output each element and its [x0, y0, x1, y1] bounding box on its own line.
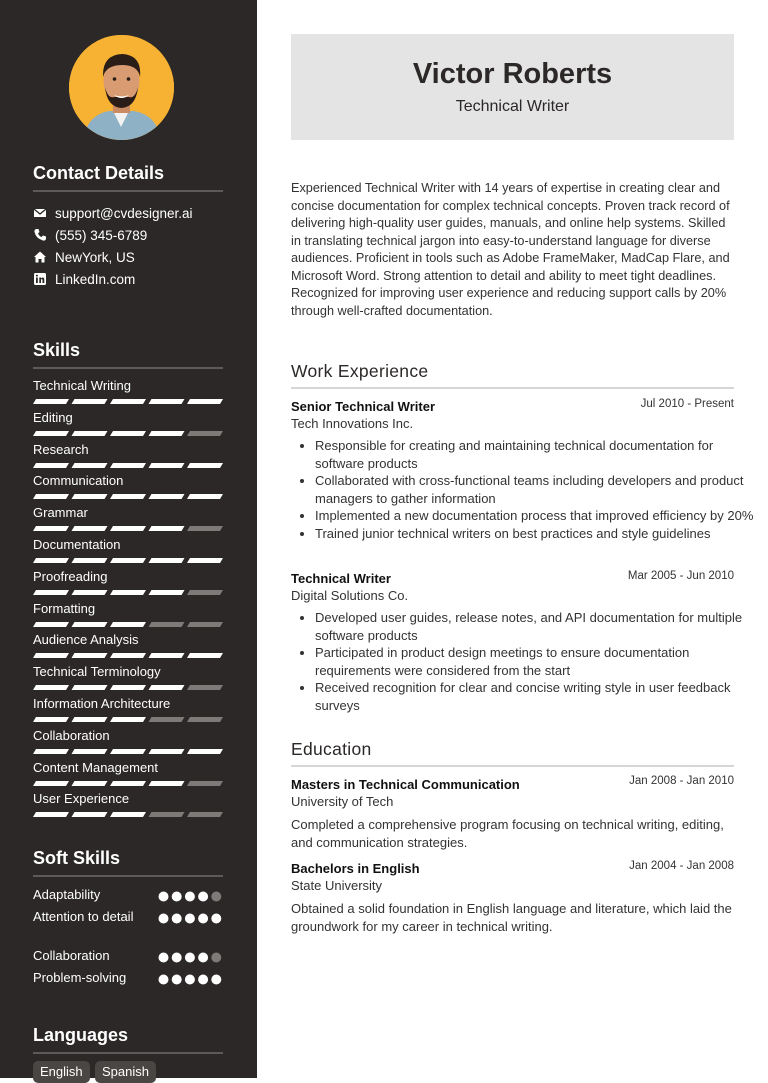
- soft-skill-rating: [158, 972, 224, 983]
- skill-bar-segment: [187, 590, 223, 595]
- skill-bar-segment: [187, 399, 223, 404]
- skill-bar-segment: [33, 685, 69, 690]
- work-experience-heading: Work Experience: [291, 361, 734, 389]
- soft-skill-label: Attention to detail: [33, 909, 134, 924]
- skill-level-bar: [33, 749, 223, 754]
- skill-label: Information Architecture: [33, 696, 171, 711]
- job-bullets: [291, 609, 758, 714]
- job-company: Digital Solutions Co.: [291, 588, 409, 603]
- skill-bar-segment: [149, 622, 185, 627]
- rating-dot: [185, 892, 195, 902]
- degree-title: Masters in Technical Communication: [291, 777, 520, 792]
- job-bullet: • Received recognition for clear and concise writing style in user feedback surveys: [315, 679, 758, 714]
- education-heading: Education: [291, 739, 734, 767]
- profile-photo: [69, 35, 174, 140]
- skill-bar-segment: [72, 685, 108, 690]
- contact-heading: Contact Details: [33, 163, 223, 192]
- skill-bar-segment: [110, 812, 146, 817]
- skill-bar-segment: [33, 781, 69, 786]
- rating-dot: [211, 953, 221, 963]
- rating-dot: [198, 953, 208, 963]
- soft-skill-label: Collaboration: [33, 948, 110, 963]
- skill-bar-segment: [72, 399, 108, 404]
- skill-bar-segment: [187, 749, 223, 754]
- rating-dot: [172, 914, 182, 924]
- skill-bar-segment: [149, 558, 185, 563]
- skill-level-bar: [33, 399, 223, 404]
- job-role: Technical Writer: [291, 571, 391, 586]
- contact-location: [33, 248, 135, 266]
- skill-bar-segment: [149, 781, 185, 786]
- skill-level-bar: [33, 431, 223, 436]
- skill-bar-segment: [72, 622, 108, 627]
- job-bullet: • Responsible for creating and maintaining technical documentation for software products: [315, 437, 758, 472]
- job-dates: Jul 2010 - Present: [640, 398, 734, 410]
- skill-bar-segment: [149, 717, 185, 722]
- skill-level-bar: [33, 781, 223, 786]
- skill-bar-segment: [72, 781, 108, 786]
- candidate-name: Victor Roberts: [412, 58, 613, 90]
- job-bullet: • Developed user guides, release notes, and API documentation for multiple software products: [315, 609, 758, 644]
- skill-label: Documentation: [33, 537, 121, 552]
- skill-label: Grammar: [33, 505, 88, 521]
- contact-phone-text: (555) 345-6789: [55, 227, 148, 243]
- skill-level-bar: [33, 812, 223, 817]
- skill-bar-segment: [187, 558, 223, 563]
- contact-location-text: NewYork, US: [55, 249, 135, 265]
- skill-bar-segment: [149, 685, 185, 690]
- skill-bar-segment: [187, 526, 223, 531]
- soft-skill-label: Adaptability: [33, 887, 101, 902]
- job-bullet: • Collaborated with cross-functional teams including developers and product managers to gather information: [315, 472, 758, 507]
- skill-label: Proofreading: [33, 568, 108, 584]
- degree-title: Bachelors in English: [291, 861, 420, 876]
- skill-bar-segment: [149, 749, 185, 754]
- rating-dot: [172, 975, 182, 985]
- sidebar: [0, 0, 257, 1078]
- phone-icon: [33, 228, 47, 242]
- skill-bar-segment: [33, 494, 69, 499]
- job-role: Senior Technical Writer: [291, 399, 436, 414]
- skill-label: Technical Terminology: [33, 664, 161, 680]
- skill-bar-segment: [110, 463, 146, 468]
- rating-dot: [198, 892, 208, 902]
- skill-bar-segment: [110, 781, 146, 786]
- candidate-title: Technical Writer: [455, 98, 570, 115]
- rating-dot: [185, 975, 195, 985]
- job-company: Tech Innovations Inc.: [291, 416, 414, 431]
- skill-bar-segment: [187, 463, 223, 468]
- skills-heading: Skills: [33, 340, 223, 369]
- rating-dot: [185, 953, 195, 963]
- job-bullet: • Trained junior technical writers on best practices and style guidelines: [315, 525, 758, 543]
- skill-label: Collaboration: [33, 727, 110, 743]
- languages-heading: Languages: [33, 1025, 223, 1054]
- skill-level-bar: [33, 590, 223, 595]
- skill-bar-segment: [72, 749, 108, 754]
- skill-level-bar: [33, 463, 223, 468]
- skill-bar-segment: [33, 431, 69, 436]
- skill-bar-segment: [33, 749, 69, 754]
- skill-bar-segment: [110, 622, 146, 627]
- soft-skill-rating: [158, 889, 224, 900]
- rating-dot: [185, 914, 195, 924]
- skill-bar-segment: [110, 590, 146, 595]
- rating-dot: [198, 914, 208, 924]
- skill-bar-segment: [72, 558, 108, 563]
- contact-email[interactable]: [33, 204, 193, 222]
- skill-bar-segment: [149, 399, 185, 404]
- linkedin-icon: [33, 272, 47, 286]
- rating-dot: [172, 953, 182, 963]
- rating-dot: [159, 975, 169, 985]
- skill-bar-segment: [110, 717, 146, 722]
- education-dates: Jan 2008 - Jan 2010: [629, 775, 734, 787]
- skill-bar-segment: [149, 653, 185, 658]
- school-name: University of Tech: [291, 794, 394, 809]
- skill-bar-segment: [33, 399, 69, 404]
- skill-bar-segment: [110, 685, 146, 690]
- skill-bar-segment: [187, 781, 223, 786]
- rating-dot: [211, 914, 221, 924]
- skill-bar-segment: [110, 399, 146, 404]
- skill-bar-segment: [72, 431, 108, 436]
- skill-bar-segment: [187, 653, 223, 658]
- skill-bar-segment: [149, 526, 185, 531]
- home-icon: [33, 250, 47, 264]
- contact-phone[interactable]: [33, 226, 147, 244]
- skill-label: Formatting: [33, 600, 96, 616]
- skill-level-bar: [33, 622, 223, 627]
- rating-dot: [159, 953, 169, 963]
- contact-linkedin-text: LinkedIn.com: [55, 271, 136, 287]
- name-header: [291, 34, 734, 140]
- rating-dot: [211, 975, 221, 985]
- skill-bar-segment: [187, 494, 223, 499]
- skill-bar-segment: [149, 431, 185, 436]
- skill-level-bar: [33, 653, 223, 658]
- skill-bar-segment: [149, 590, 185, 595]
- envelope-icon: [33, 206, 47, 220]
- skill-bar-segment: [110, 526, 146, 531]
- job-bullet: • Implemented a new documentation process that improved efficiency by 20%: [315, 507, 758, 525]
- education-dates: Jan 2004 - Jan 2008: [629, 860, 734, 872]
- soft-skills-heading: Soft Skills: [33, 848, 223, 877]
- skill-level-bar: [33, 494, 223, 499]
- skill-bar-segment: [72, 526, 108, 531]
- skill-bar-segment: [149, 812, 185, 817]
- soft-skill-rating: [158, 950, 224, 961]
- skill-label: Editing: [33, 409, 73, 425]
- skill-bar-segment: [187, 685, 223, 690]
- job-bullet: • Participated in product design meetings to ensure documentation requirements were considered from the start: [315, 644, 758, 679]
- skill-bar-segment: [72, 653, 108, 658]
- skill-bar-segment: [72, 463, 108, 468]
- soft-skill-rating: [158, 911, 224, 922]
- profile-summary: Experienced Technical Writer with 14 years of expertise in creating clear and concise documentation for complex technical concepts. Proven track record of delivering high-quality user guides, manuals, and online help systems. Skilled in translating technical jargon into easy-to-understand language for diverse audiences. Proficient in tools such as Adobe FrameMaker, MadCap Flare, and Microsoft Word. Strong attention to detail and ability to meet tight deadlines. Recognized for improving user experience and reducing support calls by 20% through well-crafted documentation.: [291, 181, 730, 318]
- language-tag: English: [33, 1061, 90, 1083]
- skill-bar-segment: [110, 431, 146, 436]
- skill-label: Research: [33, 441, 89, 457]
- skill-bar-segment: [33, 717, 69, 722]
- skill-bar-segment: [33, 526, 69, 531]
- skill-bar-segment: [187, 431, 223, 436]
- rating-dot: [159, 892, 169, 902]
- skill-label: Communication: [33, 473, 124, 489]
- education-description: Completed a comprehensive program focusing on technical writing, editing, and communication strategies.: [291, 817, 724, 850]
- skill-label: Technical Writing: [33, 378, 132, 393]
- skill-bar-segment: [187, 622, 223, 627]
- skill-bar-segment: [33, 622, 69, 627]
- contact-email-text: support@cvdesigner.ai: [55, 205, 193, 221]
- skill-bar-segment: [72, 590, 108, 595]
- skill-label: Content Management: [33, 759, 159, 775]
- education-description: Obtained a solid foundation in English language and literature, which laid the groundwork for my career in technical writing.: [291, 901, 732, 934]
- skill-bar-segment: [110, 494, 146, 499]
- skill-bar-segment: [33, 653, 69, 658]
- skill-bar-segment: [149, 463, 185, 468]
- skill-label: Audience Analysis: [33, 632, 139, 648]
- skill-level-bar: [33, 717, 223, 722]
- skill-bar-segment: [72, 717, 108, 722]
- skill-level-bar: [33, 685, 223, 690]
- rating-dot: [198, 975, 208, 985]
- skill-bar-segment: [110, 653, 146, 658]
- skill-label: User Experience: [33, 791, 130, 807]
- skill-bar-segment: [33, 558, 69, 563]
- skill-level-bar: [33, 558, 223, 563]
- person-portrait-icon: [69, 35, 174, 140]
- job-dates: Mar 2005 - Jun 2010: [627, 570, 734, 582]
- skill-bar-segment: [149, 494, 185, 499]
- school-name: State University: [291, 878, 383, 893]
- rating-dot: [172, 892, 182, 902]
- skill-bar-segment: [33, 590, 69, 595]
- rating-dot: [211, 892, 221, 902]
- rating-dot: [159, 914, 169, 924]
- skill-bar-segment: [72, 812, 108, 817]
- skill-bar-segment: [110, 749, 146, 754]
- skill-bar-segment: [33, 463, 69, 468]
- skill-bar-segment: [33, 812, 69, 817]
- skill-bar-segment: [72, 494, 108, 499]
- job-bullets: [291, 437, 758, 542]
- soft-skill-label: Problem-solving: [33, 970, 127, 985]
- skill-bar-segment: [110, 558, 146, 563]
- contact-linkedin[interactable]: [33, 270, 135, 288]
- skill-level-bar: [33, 526, 223, 531]
- skill-bar-segment: [187, 812, 223, 817]
- skill-bar-segment: [187, 717, 223, 722]
- language-tag: Spanish: [95, 1061, 156, 1083]
